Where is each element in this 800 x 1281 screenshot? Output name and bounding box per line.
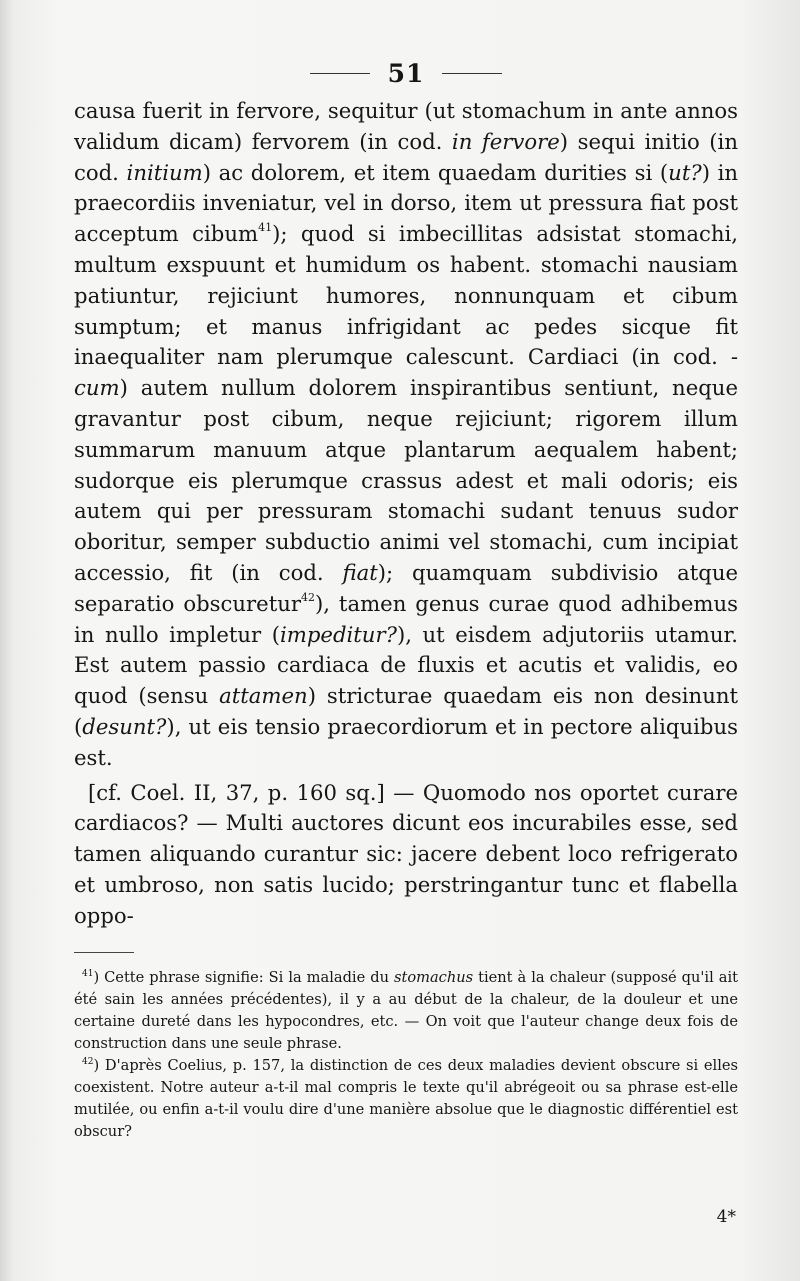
italic-run: fiat bbox=[342, 559, 378, 585]
text-run: ), tamen genus curae quod adhibemus in nullo impletur ( bbox=[74, 590, 738, 647]
text-run: ) autem nullum dolorem inspirantibus sentiunt, neque gravantur post cibum, neque rejiciunt; rigorem illum summarum manuum atque plantarum aequalem habent; sudorque eis plerumque crassus adest et mali odoris; eis autem qui per pressuram stomachi sudant tenuus sudor oboritur, semper subductio animi vel stomachi, cum incipiat accessio, fit (in cod. bbox=[74, 375, 738, 585]
footnote-divider bbox=[74, 952, 134, 953]
italic-run: desunt? bbox=[82, 713, 167, 739]
italic-run: -cum bbox=[74, 344, 738, 401]
text-run: ) D'après Coelius, p. 157, la distinction de ces deux maladies devient obscure si elles coexistent. Notre auteur a-t-il mal compris le texte qu'il abrégeoit ou sa phrase est-elle mutilée, ou enfin a-t-il voulu dire d'une manière absolue que le diagnostic différentiel est obscur? bbox=[74, 1056, 738, 1140]
italic-run: attamen bbox=[219, 683, 308, 709]
footnote-number: 42 bbox=[82, 1056, 94, 1067]
paragraph-1 bbox=[74, 96, 738, 774]
italic-run: in fervore bbox=[451, 128, 560, 154]
page-number: 51 bbox=[387, 58, 425, 88]
footnote-42 bbox=[74, 1055, 738, 1143]
footnote-41 bbox=[74, 967, 738, 1055]
body-text bbox=[74, 96, 738, 932]
text-run: ) sequi initio (in cod. bbox=[74, 128, 738, 185]
paragraph-2: [cf. Coel. II, 37, p. 160 sq.] — Quomodo nos oportet curare cardiacos? — Multi auctores dicunt eos incurabiles esse, sed tamen aliquando curantur sic: jacere debent loco refrigerato et umbroso, non satis lucido; perstringantur tunc et flabella oppo- bbox=[74, 779, 738, 928]
text-run: ) Cette phrase signifie: Si la maladie du bbox=[93, 968, 394, 986]
text-run: ); quamquam subdivisio atque separatio obscuretur bbox=[74, 559, 738, 616]
signature-mark: 4* bbox=[716, 1207, 736, 1227]
text-run: ) in praecordiis inveniatur, vel in dorso, item ut pressura fiat post acceptum cibum bbox=[74, 159, 739, 247]
italic-run: impeditur? bbox=[279, 621, 397, 647]
italic-run: ut? bbox=[668, 159, 702, 185]
text-run: ), ut eisdem adjutoriis utamur. Est autem passio cardiaca de fluxis et acutis et validis, eo quod (sensu bbox=[74, 621, 738, 709]
text-run: causa fuerit in fervore, sequitur (ut stomachum in ante annos validum dicam) fervorem (in cod. bbox=[74, 98, 738, 154]
italic-run: initium bbox=[126, 159, 203, 185]
header-rule-right bbox=[442, 73, 502, 74]
text-run: ) ac dolorem, et item quaedam durities si ( bbox=[202, 159, 669, 185]
text-run: ); quod si imbecillitas adsistat stomachi, multum exspuunt et humidum os habent. stomachi nausiam patiuntur, rejiciunt humores, nonnunquam et cibum sumptum; et manus infrigidant ac pedes sicque fit inaequaliter nam plerumque calescunt. Cardiaci (in cod. bbox=[74, 221, 738, 370]
footnote-ref-42[interactable]: 42 bbox=[301, 590, 315, 604]
header-rule-left bbox=[310, 73, 370, 74]
footnote-number: 41 bbox=[82, 968, 94, 979]
text-run: ) stricturae quaedam eis non desinunt ( bbox=[74, 683, 738, 739]
footnote-ref-41[interactable]: 41 bbox=[258, 221, 273, 235]
footnotes bbox=[74, 967, 738, 1143]
text-run: tient à la chaleur (supposé qu'il ait été sain les années précédentes), il y a au début de la chaleur, de la douleur et une certaine dureté dans les hypocondres, etc. — On voit que l'auteur change deux fois de construction dans une seule phrase. bbox=[74, 968, 738, 1052]
text-run: ), ut eis tensio praecordiorum et in pectore aliquibus est. bbox=[74, 713, 738, 770]
italic-run: stomachus bbox=[393, 968, 474, 986]
page-header bbox=[74, 56, 738, 90]
